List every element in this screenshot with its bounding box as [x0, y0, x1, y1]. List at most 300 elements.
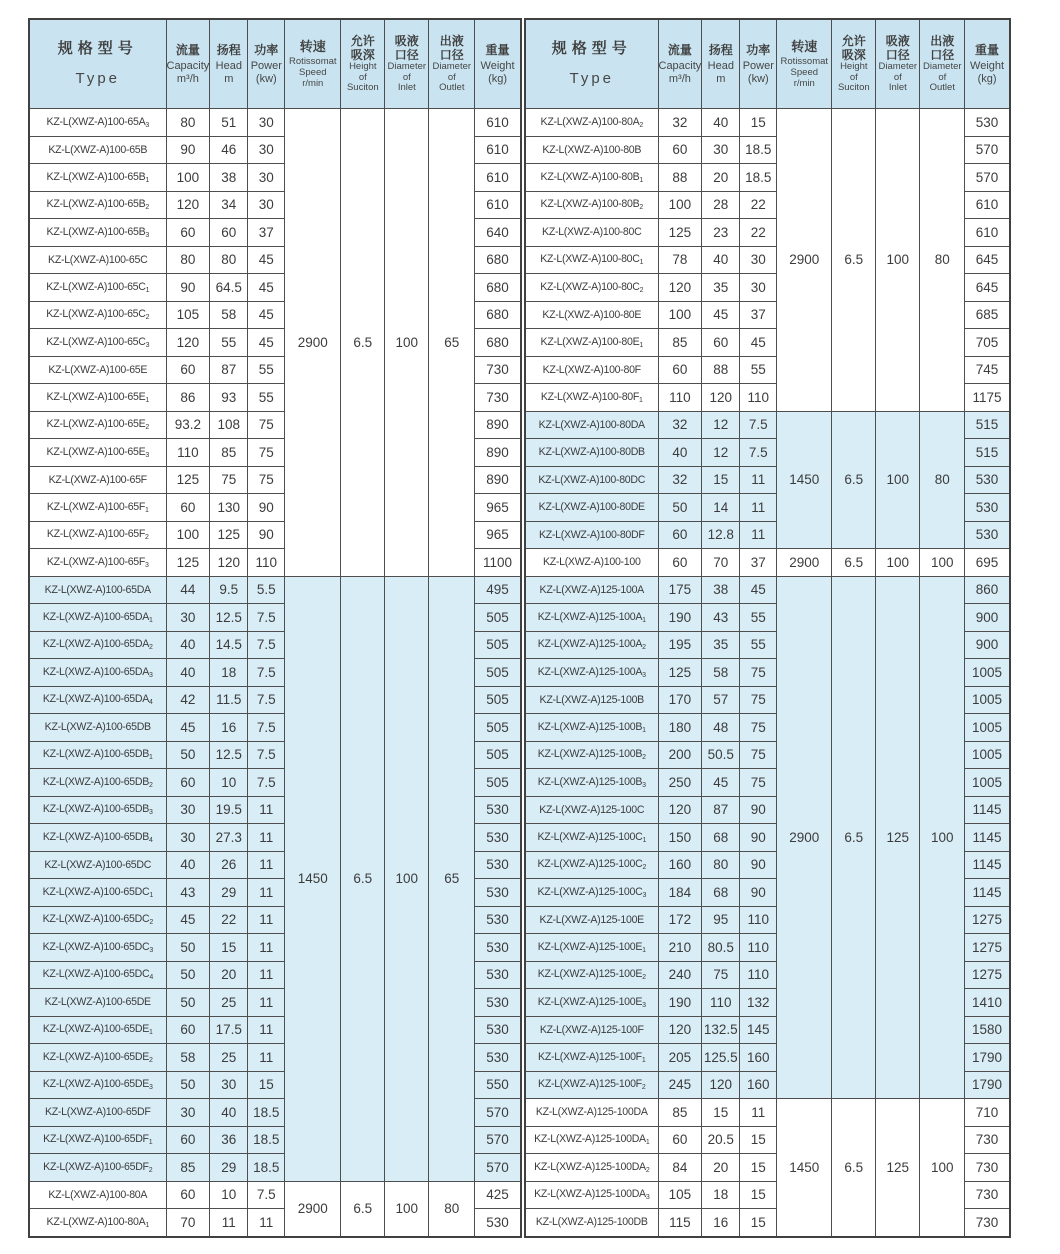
header-en-line: Head: [707, 59, 734, 72]
capacity-cell: 205: [658, 1044, 702, 1072]
head-cell: 60: [702, 329, 740, 357]
head-cell: 10: [210, 769, 248, 797]
speed-cell-merged: 1450: [285, 576, 341, 1181]
header-en-line: Height: [349, 61, 377, 73]
power-cell: 11: [248, 1044, 285, 1072]
type-subscript: 2: [642, 864, 647, 872]
outlet-cell-merged: 80: [920, 109, 965, 412]
head-cell: 20: [210, 961, 248, 989]
type-subscript: 1: [639, 176, 643, 184]
type-cell: $KZ-L(XWZ-A)100-65DA_1$: [29, 604, 166, 632]
header-zh-line: 转速: [299, 38, 326, 54]
weight-cell: 1145: [965, 796, 1010, 824]
type-subscript: 3: [145, 121, 149, 129]
weight-cell: 505: [475, 631, 521, 659]
type-subscript: 3: [642, 891, 647, 899]
head-cell: 57: [702, 686, 740, 714]
type-cell: $KZ-L(XWZ-A)100-65E_1$: [29, 384, 166, 412]
type-cell: $KZ-L(XWZ-A)100-65B_2$: [29, 191, 166, 219]
weight-cell: 860: [965, 576, 1010, 604]
table-row: [525, 549, 1010, 577]
header-en-line: Type: [569, 70, 615, 87]
inlet-cell-merged: 125: [876, 1099, 920, 1237]
table-row: [29, 1181, 521, 1209]
power-cell: 11: [740, 521, 777, 549]
power-cell: 18.5: [248, 1154, 285, 1182]
type-cell: $KZ-L(XWZ-A)125-100DA_2$: [525, 1154, 658, 1182]
head-cell: 16: [702, 1209, 740, 1237]
type-cell: $KZ-L(XWZ-A)100-65DB_2$: [29, 769, 166, 797]
head-cell: 120: [702, 1071, 740, 1099]
type-cell: KZ-L(XWZ-A)100-65DC: [29, 851, 166, 879]
power-cell: 7.5: [248, 659, 285, 687]
capacity-cell: 58: [166, 1044, 210, 1072]
weight-cell: 730: [965, 1209, 1010, 1237]
capacity-cell: 60: [166, 494, 210, 522]
header-en-line: Power: [742, 59, 774, 72]
weight-cell: 570: [965, 136, 1010, 164]
weight-cell: 645: [965, 246, 1010, 274]
type-cell: $KZ-L(XWZ-A)100-65DF_1$: [29, 1126, 166, 1154]
type-cell: $KZ-L(XWZ-A)100-65DB_1$: [29, 741, 166, 769]
header-en-line: Outlet: [439, 82, 465, 94]
weight-cell: 530: [965, 494, 1010, 522]
head-cell: 45: [702, 769, 740, 797]
weight-cell: 680: [475, 301, 521, 329]
weight-cell: 505: [475, 659, 521, 687]
weight-cell: 965: [475, 494, 521, 522]
capacity-cell: 60: [658, 549, 702, 577]
power-cell: 90: [740, 851, 777, 879]
column-header-head: [210, 19, 248, 109]
header-en-line: Capacity: [166, 59, 210, 72]
capacity-cell: 115: [658, 1209, 702, 1237]
type-subscript: 3: [149, 946, 153, 954]
table-row: [525, 576, 1010, 604]
type-cell: $KZ-L(XWZ-A)100-80C_1$: [525, 246, 658, 274]
type-cell: $KZ-L(XWZ-A)100-65A_3$: [29, 109, 166, 137]
power-cell: 18.5: [248, 1099, 285, 1127]
power-cell: 45: [248, 246, 285, 274]
type-subscript: 2: [641, 1084, 646, 1092]
header-en-line: r/min: [793, 77, 815, 89]
power-cell: 75: [740, 714, 777, 742]
header-en-line: of: [358, 71, 367, 83]
type-cell: $KZ-L(XWZ-A)125-100B_1$: [525, 714, 658, 742]
type-cell: $KZ-L(XWZ-A)125-100F_2$: [525, 1071, 658, 1099]
type-subscript: 2: [149, 781, 153, 789]
head-cell: 55: [210, 329, 248, 357]
type-cell: $KZ-L(XWZ-A)100-65DE_3$: [29, 1071, 166, 1099]
power-cell: 11: [248, 906, 285, 934]
outlet-cell-merged: 100: [920, 576, 965, 1099]
speed-cell-merged: 2900: [285, 1181, 341, 1237]
power-cell: 15: [740, 1154, 777, 1182]
power-cell: 7.5: [248, 741, 285, 769]
head-cell: 40: [702, 109, 740, 137]
header-en-line: of: [447, 71, 456, 83]
head-cell: 15: [702, 1099, 740, 1127]
weight-cell: 1580: [965, 1016, 1010, 1044]
head-cell: 29: [210, 879, 248, 907]
pump-spec-table-left: [28, 18, 522, 1238]
type-cell: $KZ-L(XWZ-A)125-100DA_3$: [525, 1181, 658, 1209]
capacity-cell: 60: [166, 1126, 210, 1154]
column-header-capacity: [166, 19, 210, 109]
power-cell: 45: [740, 329, 777, 357]
type-subscript: 3: [145, 231, 149, 239]
weight-cell: 570: [475, 1099, 521, 1127]
capacity-cell: 30: [166, 796, 210, 824]
column-header-inlet: [385, 19, 429, 109]
type-subscript: 2: [145, 534, 149, 542]
head-cell: 51: [210, 109, 248, 137]
power-cell: 90: [740, 796, 777, 824]
head-cell: 22: [210, 906, 248, 934]
power-cell: 11: [248, 1209, 285, 1237]
header-row: [29, 19, 521, 109]
power-cell: 11: [740, 494, 777, 522]
head-cell: 48: [702, 714, 740, 742]
capacity-cell: 32: [658, 411, 702, 439]
speed-cell-merged: 1450: [777, 411, 832, 549]
head-cell: 25: [210, 989, 248, 1017]
capacity-cell: 190: [658, 604, 702, 632]
header-en-line: Suciton: [346, 82, 379, 94]
weight-cell: 745: [965, 356, 1010, 384]
type-cell: $KZ-L(XWZ-A)100-80B_1$: [525, 164, 658, 192]
table-row: [525, 109, 1010, 137]
type-cell: KZ-L(XWZ-A)100-65E: [29, 356, 166, 384]
weight-cell: 1275: [965, 906, 1010, 934]
header-en-line: Outlet: [929, 82, 955, 94]
weight-cell: 1005: [965, 769, 1010, 797]
header-en-line: Weight: [480, 59, 515, 72]
head-cell: 80: [210, 246, 248, 274]
weight-cell: 530: [475, 989, 521, 1017]
head-cell: 88: [702, 356, 740, 384]
power-cell: 110: [740, 961, 777, 989]
type-cell: KZ-L(XWZ-A)100-80DA: [525, 411, 658, 439]
power-cell: 7.5: [248, 769, 285, 797]
weight-cell: 1100: [475, 549, 521, 577]
inlet-cell-merged: 100: [876, 549, 920, 577]
suction-cell-merged: 6.5: [341, 576, 385, 1181]
header-zh-line: 重量: [485, 42, 510, 57]
power-cell: 132: [740, 989, 777, 1017]
weight-cell: 730: [965, 1154, 1010, 1182]
suction-cell-merged: 6.5: [832, 1099, 876, 1237]
type-subscript: 1: [642, 726, 646, 734]
capacity-cell: 100: [658, 191, 702, 219]
capacity-cell: 100: [658, 301, 702, 329]
capacity-cell: 175: [658, 576, 702, 604]
type-cell: KZ-L(XWZ-A)100-80F: [525, 356, 658, 384]
type-subscript: 2: [642, 974, 646, 982]
type-cell: KZ-L(XWZ-A)100-80A: [29, 1181, 166, 1209]
power-cell: 5.5: [248, 576, 285, 604]
type-cell: $KZ-L(XWZ-A)100-65DC_1$: [29, 879, 166, 907]
weight-cell: 900: [965, 604, 1010, 632]
head-cell: 26: [210, 851, 248, 879]
head-cell: 80.5: [702, 934, 740, 962]
type-subscript: 3: [642, 671, 646, 679]
capacity-cell: 120: [658, 274, 702, 302]
type-subscript: 3: [145, 561, 149, 569]
header-en-line: m: [224, 72, 234, 85]
column-header-power: [740, 19, 777, 109]
inlet-cell-merged: 100: [876, 109, 920, 412]
weight-cell: 1410: [965, 989, 1010, 1017]
header-en-line: Height: [840, 61, 868, 73]
type-cell: $KZ-L(XWZ-A)100-65DB_4$: [29, 824, 166, 852]
table-body: [29, 109, 521, 1237]
weight-cell: 505: [475, 686, 521, 714]
outlet-cell-merged: 80: [429, 1181, 475, 1237]
weight-cell: 570: [475, 1126, 521, 1154]
capacity-cell: 125: [166, 549, 210, 577]
weight-cell: 610: [475, 191, 521, 219]
capacity-cell: 32: [658, 109, 702, 137]
capacity-cell: 30: [166, 824, 210, 852]
capacity-cell: 80: [166, 109, 210, 137]
weight-cell: 1275: [965, 934, 1010, 962]
type-cell: $KZ-L(XWZ-A)100-65E_2$: [29, 411, 166, 439]
power-cell: 7.5: [248, 631, 285, 659]
type-cell: $KZ-L(XWZ-A)100-65B_3$: [29, 219, 166, 247]
weight-cell: 530: [475, 1209, 521, 1237]
power-cell: 22: [740, 219, 777, 247]
capacity-cell: 195: [658, 631, 702, 659]
header-row: [525, 19, 1010, 109]
head-cell: 15: [210, 934, 248, 962]
power-cell: 160: [740, 1071, 777, 1099]
outlet-cell-merged: 65: [429, 576, 475, 1181]
capacity-cell: 60: [658, 1126, 702, 1154]
head-cell: 95: [702, 906, 740, 934]
power-cell: 55: [248, 356, 285, 384]
inlet-cell-merged: 100: [385, 576, 429, 1181]
header-zh-line: 口径: [885, 48, 910, 63]
type-subscript: 1: [149, 1029, 153, 1037]
power-cell: 75: [248, 466, 285, 494]
header-zh-line: 流量: [667, 42, 692, 57]
head-cell: 68: [702, 879, 740, 907]
column-header-weight: [965, 19, 1010, 109]
head-cell: 64.5: [210, 274, 248, 302]
column-header-capacity: [658, 19, 702, 109]
capacity-cell: 60: [166, 219, 210, 247]
head-cell: 36: [210, 1126, 248, 1154]
capacity-cell: 250: [658, 769, 702, 797]
capacity-cell: 210: [658, 934, 702, 962]
power-cell: 15: [740, 1126, 777, 1154]
power-cell: 11: [248, 934, 285, 962]
capacity-cell: 50: [166, 961, 210, 989]
type-cell: KZ-L(XWZ-A)100-80DC: [525, 466, 658, 494]
suction-cell-merged: 6.5: [341, 109, 385, 577]
column-header-outlet: [920, 19, 965, 109]
type-cell: $KZ-L(XWZ-A)100-65C_1$: [29, 274, 166, 302]
weight-cell: 1790: [965, 1044, 1010, 1072]
power-cell: 45: [740, 576, 777, 604]
type-subscript: 1: [639, 259, 644, 267]
type-cell: $KZ-L(XWZ-A)100-65E_3$: [29, 439, 166, 467]
type-cell: $KZ-L(XWZ-A)100-80B_2$: [525, 191, 658, 219]
type-subscript: 3: [149, 809, 153, 817]
pump-spec-table-right: [524, 18, 1011, 1238]
capacity-cell: 120: [166, 191, 210, 219]
capacity-cell: 60: [658, 521, 702, 549]
type-cell: KZ-L(XWZ-A)100-80B: [525, 136, 658, 164]
power-cell: 110: [740, 384, 777, 412]
type-cell: KZ-L(XWZ-A)100-80DE: [525, 494, 658, 522]
type-subscript: 3: [642, 1001, 646, 1009]
header-en-line: (kg): [977, 72, 997, 85]
type-subscript: 2: [149, 1056, 153, 1064]
header-zh-line: 功率: [254, 42, 279, 57]
weight-cell: 730: [965, 1126, 1010, 1154]
head-cell: 16: [210, 714, 248, 742]
power-cell: 37: [740, 301, 777, 329]
head-cell: 30: [210, 1071, 248, 1099]
header-zh-line: 允许: [350, 34, 375, 49]
suction-cell-merged: 6.5: [832, 411, 876, 549]
type-cell: $KZ-L(XWZ-A)100-65DA_2$: [29, 631, 166, 659]
type-cell: $KZ-L(XWZ-A)100-65DC_3$: [29, 934, 166, 962]
power-cell: 30: [248, 136, 285, 164]
type-cell: $KZ-L(XWZ-A)100-65DC_4$: [29, 961, 166, 989]
header-zh-line: 规格型号: [57, 40, 138, 57]
weight-cell: 530: [475, 934, 521, 962]
capacity-cell: 120: [658, 796, 702, 824]
head-cell: 125.5: [702, 1044, 740, 1072]
weight-cell: 680: [475, 329, 521, 357]
weight-cell: 505: [475, 769, 521, 797]
head-cell: 14.5: [210, 631, 248, 659]
type-cell: $KZ-L(XWZ-A)100-65F_2$: [29, 521, 166, 549]
header-en-line: Speed: [299, 66, 327, 78]
suction-cell-merged: 6.5: [832, 576, 876, 1099]
power-cell: 30: [248, 164, 285, 192]
power-cell: 55: [740, 356, 777, 384]
power-cell: 30: [740, 274, 777, 302]
weight-cell: 1790: [965, 1071, 1010, 1099]
header-zh-line: 流量: [175, 42, 200, 57]
power-cell: 75: [248, 411, 285, 439]
power-cell: 7.5: [740, 439, 777, 467]
header-en-line: Weight: [970, 59, 1005, 72]
header-zh-line: 吸液: [394, 34, 419, 49]
header-en-line: of: [849, 71, 858, 83]
head-cell: 75: [702, 961, 740, 989]
type-subscript: 1: [641, 1056, 646, 1064]
power-cell: 7.5: [248, 1181, 285, 1209]
weight-cell: 680: [475, 274, 521, 302]
type-subscript: 2: [149, 919, 153, 927]
capacity-cell: 172: [658, 906, 702, 934]
type-cell: $KZ-L(XWZ-A)125-100E_2$: [525, 961, 658, 989]
weight-cell: 890: [475, 466, 521, 494]
column-header-speed: [285, 19, 341, 109]
capacity-cell: 78: [658, 246, 702, 274]
outlet-cell-merged: 100: [920, 549, 965, 577]
inlet-cell-merged: 100: [385, 109, 429, 577]
table-body: [525, 109, 1010, 1237]
power-cell: 110: [740, 934, 777, 962]
head-cell: 14: [702, 494, 740, 522]
header-zh-line: 出液: [439, 34, 464, 49]
head-cell: 18: [702, 1181, 740, 1209]
type-cell: $KZ-L(XWZ-A)100-65DA_3$: [29, 659, 166, 687]
header-en-line: Inlet: [888, 82, 907, 94]
header-zh-line: 口径: [394, 48, 419, 63]
capacity-cell: 85: [658, 1099, 702, 1127]
capacity-cell: 60: [166, 1016, 210, 1044]
head-cell: 125: [210, 521, 248, 549]
head-cell: 23: [702, 219, 740, 247]
outlet-cell-merged: 80: [920, 411, 965, 549]
power-cell: 55: [740, 631, 777, 659]
head-cell: 38: [702, 576, 740, 604]
type-subscript: 1: [145, 506, 149, 514]
weight-cell: 730: [965, 1181, 1010, 1209]
header-zh-line: 功率: [746, 42, 771, 57]
capacity-cell: 86: [166, 384, 210, 412]
power-cell: 75: [740, 686, 777, 714]
power-cell: 45: [248, 274, 285, 302]
weight-cell: 890: [475, 439, 521, 467]
header-en-line: Rotissomat: [289, 55, 337, 67]
power-cell: 7.5: [248, 714, 285, 742]
head-cell: 132.5: [702, 1016, 740, 1044]
head-cell: 20: [702, 1154, 740, 1182]
head-cell: 87: [210, 356, 248, 384]
type-subscript: 1: [148, 1139, 153, 1147]
power-cell: 90: [740, 824, 777, 852]
header-en-line: m³/h: [668, 72, 691, 85]
capacity-cell: 60: [658, 356, 702, 384]
type-cell: $KZ-L(XWZ-A)125-100A_1$: [525, 604, 658, 632]
power-cell: 15: [740, 1181, 777, 1209]
head-cell: 9.5: [210, 576, 248, 604]
head-cell: 70: [702, 549, 740, 577]
power-cell: 11: [740, 466, 777, 494]
header-en-line: of: [938, 71, 947, 83]
type-subscript: 2: [145, 314, 150, 322]
type-cell: KZ-L(XWZ-A)100-80E: [525, 301, 658, 329]
type-subscript: 2: [148, 1166, 153, 1174]
head-cell: 58: [702, 659, 740, 687]
weight-cell: 610: [475, 164, 521, 192]
column-header-suction: [832, 19, 876, 109]
head-cell: 20.5: [702, 1126, 740, 1154]
column-header-inlet: [876, 19, 920, 109]
type-cell: $KZ-L(XWZ-A)100-80F_1$: [525, 384, 658, 412]
type-cell: KZ-L(XWZ-A)100-100: [525, 549, 658, 577]
column-header-type: [29, 19, 166, 109]
type-cell: KZ-L(XWZ-A)125-100E: [525, 906, 658, 934]
capacity-cell: 240: [658, 961, 702, 989]
capacity-cell: 110: [658, 384, 702, 412]
power-cell: 7.5: [248, 604, 285, 632]
weight-cell: 730: [475, 356, 521, 384]
type-subscript: 3: [145, 341, 150, 349]
type-cell: $KZ-L(XWZ-A)100-65B_1$: [29, 164, 166, 192]
head-cell: 19.5: [210, 796, 248, 824]
type-subscript: 2: [645, 1166, 650, 1174]
table-row: [525, 411, 1010, 439]
